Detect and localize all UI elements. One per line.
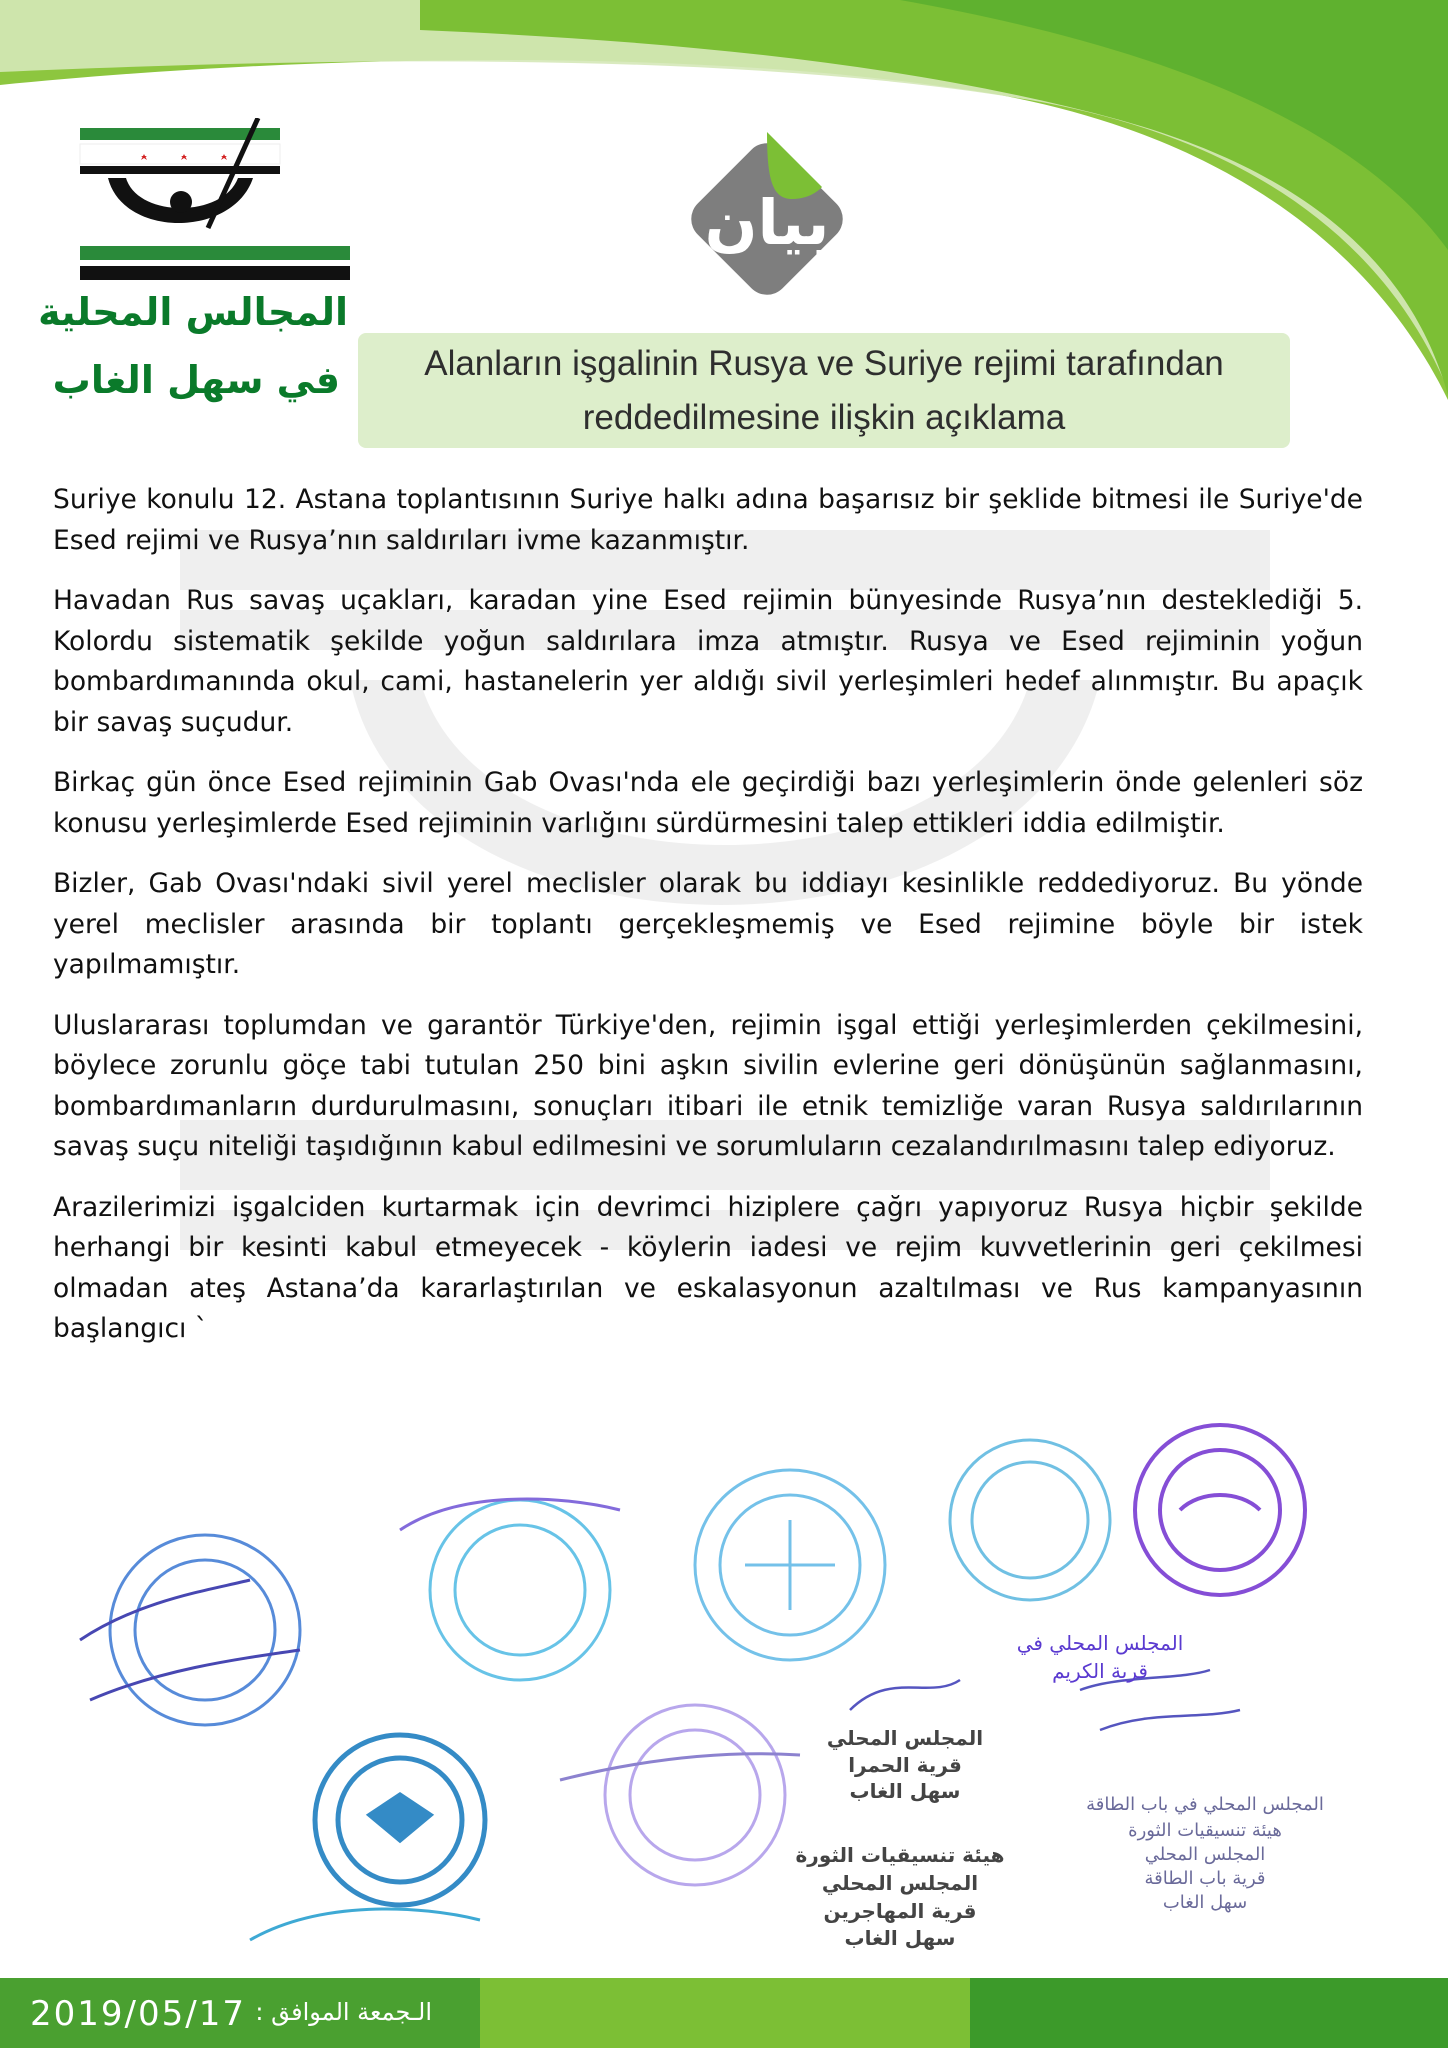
stamp-text-7: سهل الغاب: [844, 1926, 956, 1950]
statement-body: [53, 480, 1363, 1370]
council-name-line2: في سهل الغاب: [52, 358, 340, 402]
stamp-7: [560, 1705, 800, 1885]
council-name-line1: المجالس المحلية: [38, 290, 348, 334]
stamp-text-14: قرية الكريم: [1052, 1659, 1148, 1683]
stamp-text-13: المجلس المحلي في: [1016, 1631, 1184, 1655]
stamp-text-8: المجلس المحلي في باب الطاقة: [1086, 1794, 1324, 1815]
stamp-text-11: قرية باب الطاقة: [1144, 1868, 1266, 1889]
stamp-text-12: سهل الغاب: [1162, 1892, 1248, 1913]
stamp-4: [950, 1440, 1110, 1600]
stamp-1: [80, 1535, 300, 1725]
stamp-5: [1135, 1425, 1305, 1595]
local-councils-logo: [78, 118, 358, 288]
paragraph-2: Havadan Rus savaş uçakları, karadan yine Esed rejimin bünyesinde Rusya’nın desteklediği 5. Kolordu sistematik şekilde yoğun saldırılara imza atmıştır. Rusya ve Esed rejiminin yoğun bombardımanında okul, cami, hastanelerin yer aldığı sivil yerleşimleri hedef alınmıştır. Bu apaçık bir savaş suçudur.: [53, 585, 1363, 738]
bayan-statement-logo: [672, 124, 862, 314]
signatures-and-stamps: [0, 1400, 1448, 1960]
stamp-6: [250, 1735, 485, 1940]
stamp-2: [400, 1499, 620, 1680]
stamp-text-9: هيئة تنسيقيات الثورة: [1128, 1820, 1282, 1841]
paragraph-4: Bizler, Gab Ovası'ndaki sivil yerel meclisler olarak bu iddiayı kesinlikle reddediyoruz. Bu yönde yerel meclisler arasında bir toplantı gerçekleşmemiş ve Esed rejimine böyle bir istek yapılmamıştır.: [53, 868, 1363, 980]
stamp-text-2: قرية الحمرا: [848, 1753, 962, 1777]
paragraph-5: Uluslararası toplumdan ve garantör Türkiye'den, rejimin işgal ettiği yerleşimlerden çekilmesini, böylece zorunlu göçe tabi tutulan 250 bini aşkın sivilin evlerine geri dönüşünün sağlanmasını, bombardımanların durdurulmasını, sonuçları itibari ile etnik temizliğe varan Rusya saldırılarının savaş suçu niteliği taşıdığının kabul edilmesini ve sorumluların cezalandırılmasını talep ediyoruz.: [53, 1009, 1363, 1162]
footer-day-label: الـجمعة الموافق :: [255, 1998, 432, 2026]
stamp-text-3: سهل الغاب: [849, 1779, 961, 1803]
paragraph-1: Suriye konulu 12. Astana toplantısının Suriye halkı adına başarısız bir şeklide bitmesi ile Suriye'de Esed rejimi ve Rusya’nın saldırıları ivme kazanmıştır.: [53, 484, 1363, 556]
stamp-text-4: هيئة تنسيقيات الثورة: [795, 1843, 1005, 1867]
signature-scribbles: [850, 1670, 1240, 1730]
stamp-text-5: المجلس المحلي: [821, 1871, 979, 1895]
stamp-text-1: المجلس المحلي: [826, 1726, 984, 1750]
document-title-box: [358, 333, 1290, 448]
stamp-text-10: المجلس المحلي: [1144, 1844, 1266, 1865]
stamp-text-6: قرية المهاجرين: [823, 1899, 977, 1923]
title-line2: reddedilmesine ilişkin açıklama: [582, 397, 1066, 437]
bayan-logo-text: بيان: [704, 186, 830, 259]
footer-date: 2019/05/17: [30, 1994, 246, 2034]
paragraph-3: Birkaç gün önce Esed rejiminin Gab Ovası'nda ele geçirdiği bazı yerleşimlerin önde gelenleri söz konusu yerleşimlerde Esed rejiminin varlığını sürdürmesini talep ettikleri iddia edilmiştir.: [53, 767, 1363, 839]
title-line1: Alanların işgalinin Rusya ve Suriye rejimi tarafından: [424, 343, 1224, 383]
stamp-3: [695, 1470, 885, 1660]
paragraph-6: Arazilerimizi işgalciden kurtarmak için devrimci hiziplere çağrı yapıyoruz Rusya hiçbir şekilde herhangi bir kesinti kabul etmeyecek - köylerin iadesi ve rejim kuvvetlerinin geri çekilmesi olmadan ateş Astana’da kararlaştırılan ve eskalasyonun azaltılması ve Rus kampanyasının başlangıcı `: [53, 1191, 1363, 1344]
